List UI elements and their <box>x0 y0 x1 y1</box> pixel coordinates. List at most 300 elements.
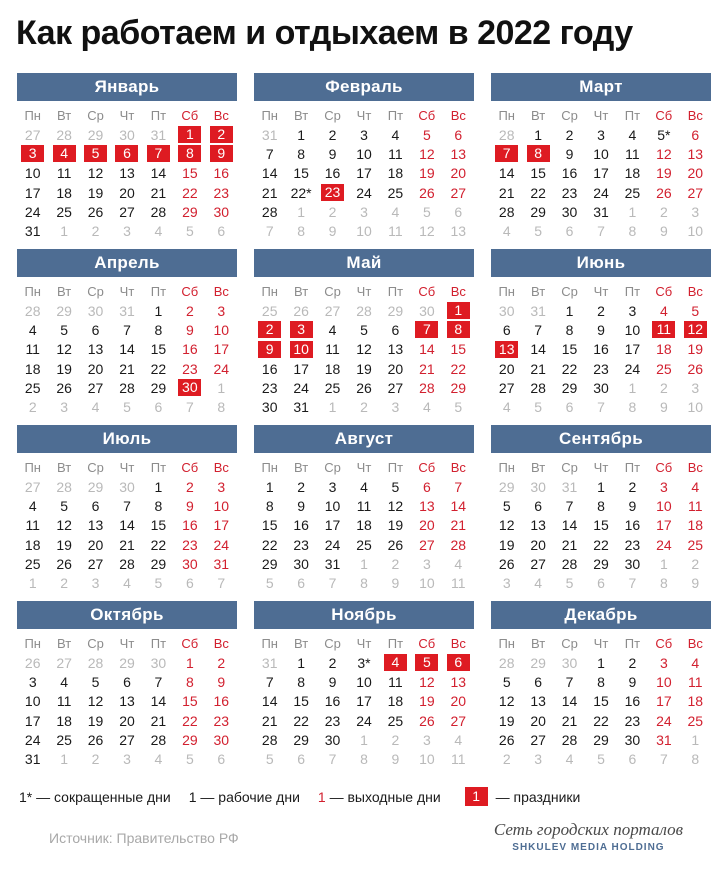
day-number: 21 <box>150 712 167 729</box>
weekday-label: Пт <box>150 636 167 651</box>
day-number: 16 <box>213 693 230 710</box>
adjacent-month-day <box>80 301 111 320</box>
week-row <box>17 711 237 730</box>
day-off-cell <box>680 711 711 730</box>
day-number: 4 <box>154 751 163 768</box>
adjacent-month-day <box>254 653 285 672</box>
day-number: 11 <box>688 497 703 514</box>
day-number: 29 <box>387 302 404 319</box>
day-number: 10 <box>356 223 372 240</box>
adjacent-month-day <box>380 221 411 240</box>
day-number: 6 <box>154 399 163 416</box>
adjacent-month-day <box>411 749 442 768</box>
day-off-cell <box>411 125 442 144</box>
week-row <box>254 125 474 144</box>
adjacent-month-day <box>617 221 648 240</box>
holiday-cell <box>254 320 285 339</box>
day-number: 28 <box>561 731 578 748</box>
week-row <box>17 653 237 672</box>
day-number: 25 <box>387 712 404 729</box>
day-off-cell <box>411 359 442 378</box>
adjacent-month-day <box>522 397 553 416</box>
day-number: 17 <box>356 165 372 182</box>
adjacent-month-day <box>491 749 522 768</box>
day-number: 30 <box>178 379 201 396</box>
day-number: 24 <box>213 360 230 377</box>
day-off-cell <box>443 340 474 359</box>
work-day-cell <box>491 554 522 573</box>
day-number: 23 <box>213 712 230 729</box>
day-number: 22 <box>261 536 278 553</box>
work-day-cell <box>348 516 379 535</box>
work-day-cell <box>254 183 285 202</box>
adjacent-month-day <box>680 378 711 397</box>
day-number: 18 <box>56 184 72 201</box>
legend-days-off <box>318 789 441 805</box>
weekday-label: Вт <box>57 284 72 299</box>
work-day-cell <box>80 359 111 378</box>
day-number: 31 <box>293 399 309 416</box>
weekday-label: Вт <box>294 460 309 475</box>
work-day-cell <box>585 653 616 672</box>
day-number: 25 <box>261 302 278 319</box>
month-block <box>254 425 474 592</box>
day-number: 4 <box>328 321 337 338</box>
day-number: 8 <box>659 575 668 592</box>
adjacent-month-day <box>443 397 474 416</box>
week-row <box>254 202 474 221</box>
work-day-cell <box>254 554 285 573</box>
work-day-cell <box>143 202 174 221</box>
day-off-cell <box>648 340 679 359</box>
adjacent-month-day <box>617 202 648 221</box>
weekday-label: Пн <box>261 108 278 123</box>
work-day-cell <box>285 477 316 496</box>
day-off-cell <box>680 144 711 163</box>
work-day-cell <box>585 730 616 749</box>
day-number: 8 <box>154 497 163 514</box>
day-number: 23 <box>324 712 341 729</box>
day-off-cell <box>206 672 237 691</box>
day-off-cell <box>648 477 679 496</box>
work-day-cell <box>554 125 585 144</box>
day-number: 12 <box>87 165 104 182</box>
day-number: 10 <box>687 223 704 240</box>
work-day-cell <box>491 692 522 711</box>
work-day-cell <box>111 535 142 554</box>
adjacent-month-day <box>522 653 553 672</box>
adjacent-month-day <box>411 397 442 416</box>
work-day-cell <box>491 711 522 730</box>
day-number: 2 <box>185 302 194 319</box>
holiday-cell <box>17 144 48 163</box>
day-number: 5 <box>502 673 511 690</box>
week-row <box>491 221 711 240</box>
work-day-cell <box>254 144 285 163</box>
legend-short-days-mark: 1* <box>19 788 33 805</box>
day-number: 8 <box>297 145 306 162</box>
day-number: 7 <box>154 673 163 690</box>
weekday-label: Пт <box>387 284 404 299</box>
day-number: 16 <box>624 517 641 534</box>
work-day-cell <box>617 301 648 320</box>
month-title: Сентябрь <box>491 425 711 453</box>
work-day-cell <box>522 202 553 221</box>
day-number: 26 <box>293 302 309 319</box>
work-day-cell <box>348 340 379 359</box>
work-day-cell <box>254 202 285 221</box>
day-number: 4 <box>422 399 431 416</box>
work-day-cell <box>648 125 679 144</box>
work-day-cell <box>522 359 553 378</box>
day-number: 8 <box>691 751 700 768</box>
weekday-label: Вт <box>57 636 72 651</box>
work-day-cell <box>48 183 79 202</box>
weekday-label: Ср <box>87 284 104 299</box>
day-number: 16 <box>213 165 230 182</box>
week-row <box>491 573 711 592</box>
day-off-cell <box>174 535 205 554</box>
legend-holidays-label: — праздники <box>495 788 581 805</box>
work-day-cell <box>111 340 142 359</box>
day-number: 24 <box>356 712 372 729</box>
work-day-cell <box>585 711 616 730</box>
day-number: 10 <box>24 165 41 182</box>
day-number: 6 <box>628 751 637 768</box>
week-row <box>17 496 237 515</box>
work-day-cell <box>617 359 648 378</box>
work-day-cell <box>285 516 316 535</box>
day-number: 31 <box>213 555 230 572</box>
day-number: 9 <box>391 751 400 768</box>
work-day-cell <box>317 340 348 359</box>
day-off-cell <box>648 692 679 711</box>
weekday-label: Пн <box>498 108 515 123</box>
legend-work-days <box>189 789 300 805</box>
day-off-cell <box>680 164 711 183</box>
week-row <box>17 554 237 573</box>
work-day-cell <box>554 496 585 515</box>
week-row <box>17 183 237 202</box>
day-off-cell <box>648 144 679 163</box>
day-number: 6 <box>91 321 100 338</box>
work-day-cell <box>348 359 379 378</box>
day-number: 24 <box>656 712 672 729</box>
day-off-cell <box>206 320 237 339</box>
weekday-label: Пт <box>150 284 167 299</box>
day-number: 12 <box>419 223 435 240</box>
day-off-cell <box>680 477 711 496</box>
day-number: 19 <box>656 165 672 182</box>
work-day-cell <box>143 711 174 730</box>
work-day-cell <box>348 496 379 515</box>
work-day-cell <box>585 202 616 221</box>
day-off-cell <box>648 496 679 515</box>
day-number: 8 <box>360 575 368 592</box>
day-number: 14 <box>450 497 467 514</box>
day-number: 5 <box>91 673 100 690</box>
work-day-cell <box>285 672 316 691</box>
day-number: 29 <box>182 203 198 220</box>
day-number: 3 <box>691 379 700 396</box>
day-number: 6 <box>454 126 463 143</box>
week-row <box>491 144 711 163</box>
day-number: 10 <box>290 341 313 358</box>
work-day-cell <box>143 730 174 749</box>
day-number: 5 <box>185 223 194 240</box>
work-day-cell <box>522 340 553 359</box>
day-number: 17 <box>324 517 341 534</box>
work-day-cell <box>522 730 553 749</box>
day-number: 29 <box>119 654 135 671</box>
day-number: 2 <box>328 654 337 671</box>
adjacent-month-day <box>143 125 174 144</box>
day-off-cell <box>411 144 442 163</box>
work-day-cell <box>254 516 285 535</box>
work-day-cell <box>285 535 316 554</box>
day-number: 11 <box>451 575 466 592</box>
day-off-cell <box>174 672 205 691</box>
day-off-cell <box>443 183 474 202</box>
day-number: 28 <box>119 555 135 572</box>
day-off-cell <box>206 730 237 749</box>
day-number: 11 <box>625 145 640 162</box>
day-number: 9 <box>659 223 668 240</box>
week-row <box>491 554 711 573</box>
day-number: 7 <box>415 321 438 338</box>
work-day-cell <box>491 672 522 691</box>
day-number: 3 <box>123 223 131 240</box>
weekday-label: Ср <box>87 460 104 475</box>
day-number: 16 <box>261 360 278 377</box>
day-off-cell <box>680 125 711 144</box>
day-number: 20 <box>450 693 467 710</box>
day-number: 24 <box>624 360 641 377</box>
day-number: 24 <box>213 536 230 553</box>
week-row <box>17 359 237 378</box>
work-day-cell <box>17 320 48 339</box>
adjacent-month-day <box>380 301 411 320</box>
work-day-cell <box>380 496 411 515</box>
adjacent-month-day <box>206 221 237 240</box>
work-day-cell <box>617 672 648 691</box>
day-number: 19 <box>419 693 435 710</box>
week-row <box>491 378 711 397</box>
work-day-cell <box>522 711 553 730</box>
day-number: 28 <box>87 654 104 671</box>
work-day-cell <box>348 183 379 202</box>
day-off-cell <box>206 202 237 221</box>
legend-work-days-label: — рабочие дни <box>200 788 300 805</box>
day-number: 1 <box>628 379 637 396</box>
day-number: 21 <box>498 184 515 201</box>
day-number: 20 <box>498 360 515 377</box>
adjacent-month-day <box>585 749 616 768</box>
day-number: 16 <box>182 341 198 358</box>
week-row <box>17 477 237 496</box>
day-number: 3 <box>21 145 44 162</box>
day-number: 31 <box>24 223 41 240</box>
work-day-cell <box>554 359 585 378</box>
day-off-cell <box>680 183 711 202</box>
adjacent-month-day <box>491 221 522 240</box>
day-number: 14 <box>561 517 578 534</box>
day-number: 2 <box>691 555 700 572</box>
holiday-cell <box>48 144 79 163</box>
work-day-cell <box>317 359 348 378</box>
day-off-cell <box>443 359 474 378</box>
work-day-cell <box>17 183 48 202</box>
day-number: 21 <box>561 712 578 729</box>
day-number: 10 <box>356 673 372 690</box>
work-day-cell <box>585 535 616 554</box>
adjacent-month-day <box>254 221 285 240</box>
day-number: 16 <box>324 693 341 710</box>
work-day-cell <box>585 359 616 378</box>
month-block <box>17 73 237 240</box>
month-title: Январь <box>17 73 237 101</box>
day-off-cell <box>206 535 237 554</box>
work-day-cell <box>491 359 522 378</box>
work-day-cell <box>617 653 648 672</box>
day-number: 16 <box>182 517 198 534</box>
work-day-cell <box>254 397 285 416</box>
work-day-cell <box>17 554 48 573</box>
day-number: 23 <box>321 184 344 201</box>
adjacent-month-day <box>317 397 348 416</box>
adjacent-month-day <box>48 397 79 416</box>
work-day-cell <box>285 144 316 163</box>
day-number: 27 <box>687 184 704 201</box>
day-number: 5 <box>60 497 69 514</box>
day-number: 18 <box>56 712 72 729</box>
day-number: 7 <box>565 673 574 690</box>
work-day-cell <box>80 692 111 711</box>
work-day-cell <box>554 301 585 320</box>
day-number: 20 <box>387 360 404 377</box>
day-number: 14 <box>150 165 167 182</box>
work-day-cell <box>317 477 348 496</box>
holiday-cell <box>443 301 474 320</box>
day-number: 5 <box>454 399 463 416</box>
weekday-label: Чт <box>356 460 372 475</box>
day-number: 28 <box>530 379 546 396</box>
day-number: 10 <box>24 693 41 710</box>
work-day-cell <box>48 496 79 515</box>
day-number: 17 <box>213 341 230 358</box>
work-day-cell <box>522 554 553 573</box>
day-number: 6 <box>422 478 431 495</box>
weekday-label: Пн <box>498 284 515 299</box>
adjacent-month-day <box>317 301 348 320</box>
adjacent-month-day <box>648 554 679 573</box>
weekday-label: Пн <box>24 284 41 299</box>
day-number: 8 <box>178 145 201 162</box>
weekday-label: Вс <box>213 284 229 299</box>
day-number: 3 <box>659 654 668 671</box>
day-number: 10 <box>419 575 435 592</box>
work-day-cell <box>380 535 411 554</box>
day-number: 6 <box>691 126 700 143</box>
day-number: 7 <box>659 751 668 768</box>
work-day-cell <box>285 125 316 144</box>
work-day-cell <box>491 378 522 397</box>
weekday-header <box>17 635 237 653</box>
weekday-label: Вс <box>687 460 703 475</box>
day-number: 16 <box>593 341 609 358</box>
adjacent-month-day <box>554 221 585 240</box>
holiday-cell <box>285 340 316 359</box>
day-off-cell <box>443 692 474 711</box>
adjacent-month-day <box>206 573 237 592</box>
week-row <box>491 340 711 359</box>
work-day-cell <box>17 202 48 221</box>
work-day-cell <box>317 672 348 691</box>
day-number: 28 <box>261 731 278 748</box>
adjacent-month-day <box>491 477 522 496</box>
day-number: 20 <box>530 712 546 729</box>
day-off-cell <box>411 164 442 183</box>
day-off-cell <box>680 359 711 378</box>
work-day-cell <box>380 125 411 144</box>
day-number: 7 <box>265 673 274 690</box>
work-day-cell <box>111 692 142 711</box>
day-number: 7 <box>328 575 337 592</box>
work-day-cell <box>491 496 522 515</box>
adjacent-month-day <box>48 221 79 240</box>
day-number: 19 <box>419 165 435 182</box>
adjacent-month-day <box>111 221 142 240</box>
day-number: 27 <box>87 379 104 396</box>
adjacent-month-day <box>48 125 79 144</box>
day-number: 6 <box>565 223 574 240</box>
weekday-label: Пн <box>261 460 278 475</box>
work-day-cell <box>522 516 553 535</box>
day-number: 31 <box>656 731 672 748</box>
day-number: 31 <box>593 203 609 220</box>
day-number: 2 <box>360 399 368 416</box>
day-number: 9 <box>328 673 337 690</box>
adjacent-month-day <box>522 749 553 768</box>
day-number: 9 <box>659 399 668 416</box>
work-day-cell <box>380 340 411 359</box>
adjacent-month-day <box>680 397 711 416</box>
day-off-cell <box>206 477 237 496</box>
day-off-cell <box>206 653 237 672</box>
adjacent-month-day <box>80 749 111 768</box>
adjacent-month-day <box>254 125 285 144</box>
day-number: 27 <box>450 712 467 729</box>
holiday-cell <box>648 320 679 339</box>
day-off-cell <box>648 183 679 202</box>
weekday-label: Вт <box>531 108 546 123</box>
adjacent-month-day <box>680 221 711 240</box>
work-day-cell <box>143 340 174 359</box>
adjacent-month-day <box>111 125 142 144</box>
adjacent-month-day <box>648 202 679 221</box>
day-number: 30 <box>419 302 435 319</box>
work-day-cell <box>554 183 585 202</box>
work-day-cell <box>254 378 285 397</box>
work-day-cell <box>285 359 316 378</box>
day-number: 6 <box>217 751 226 768</box>
day-number: 15 <box>293 165 309 182</box>
work-day-cell <box>80 496 111 515</box>
week-row <box>254 221 474 240</box>
day-number: 14 <box>119 341 135 358</box>
day-number: 1 <box>265 478 274 495</box>
day-number: 3 <box>597 126 605 143</box>
